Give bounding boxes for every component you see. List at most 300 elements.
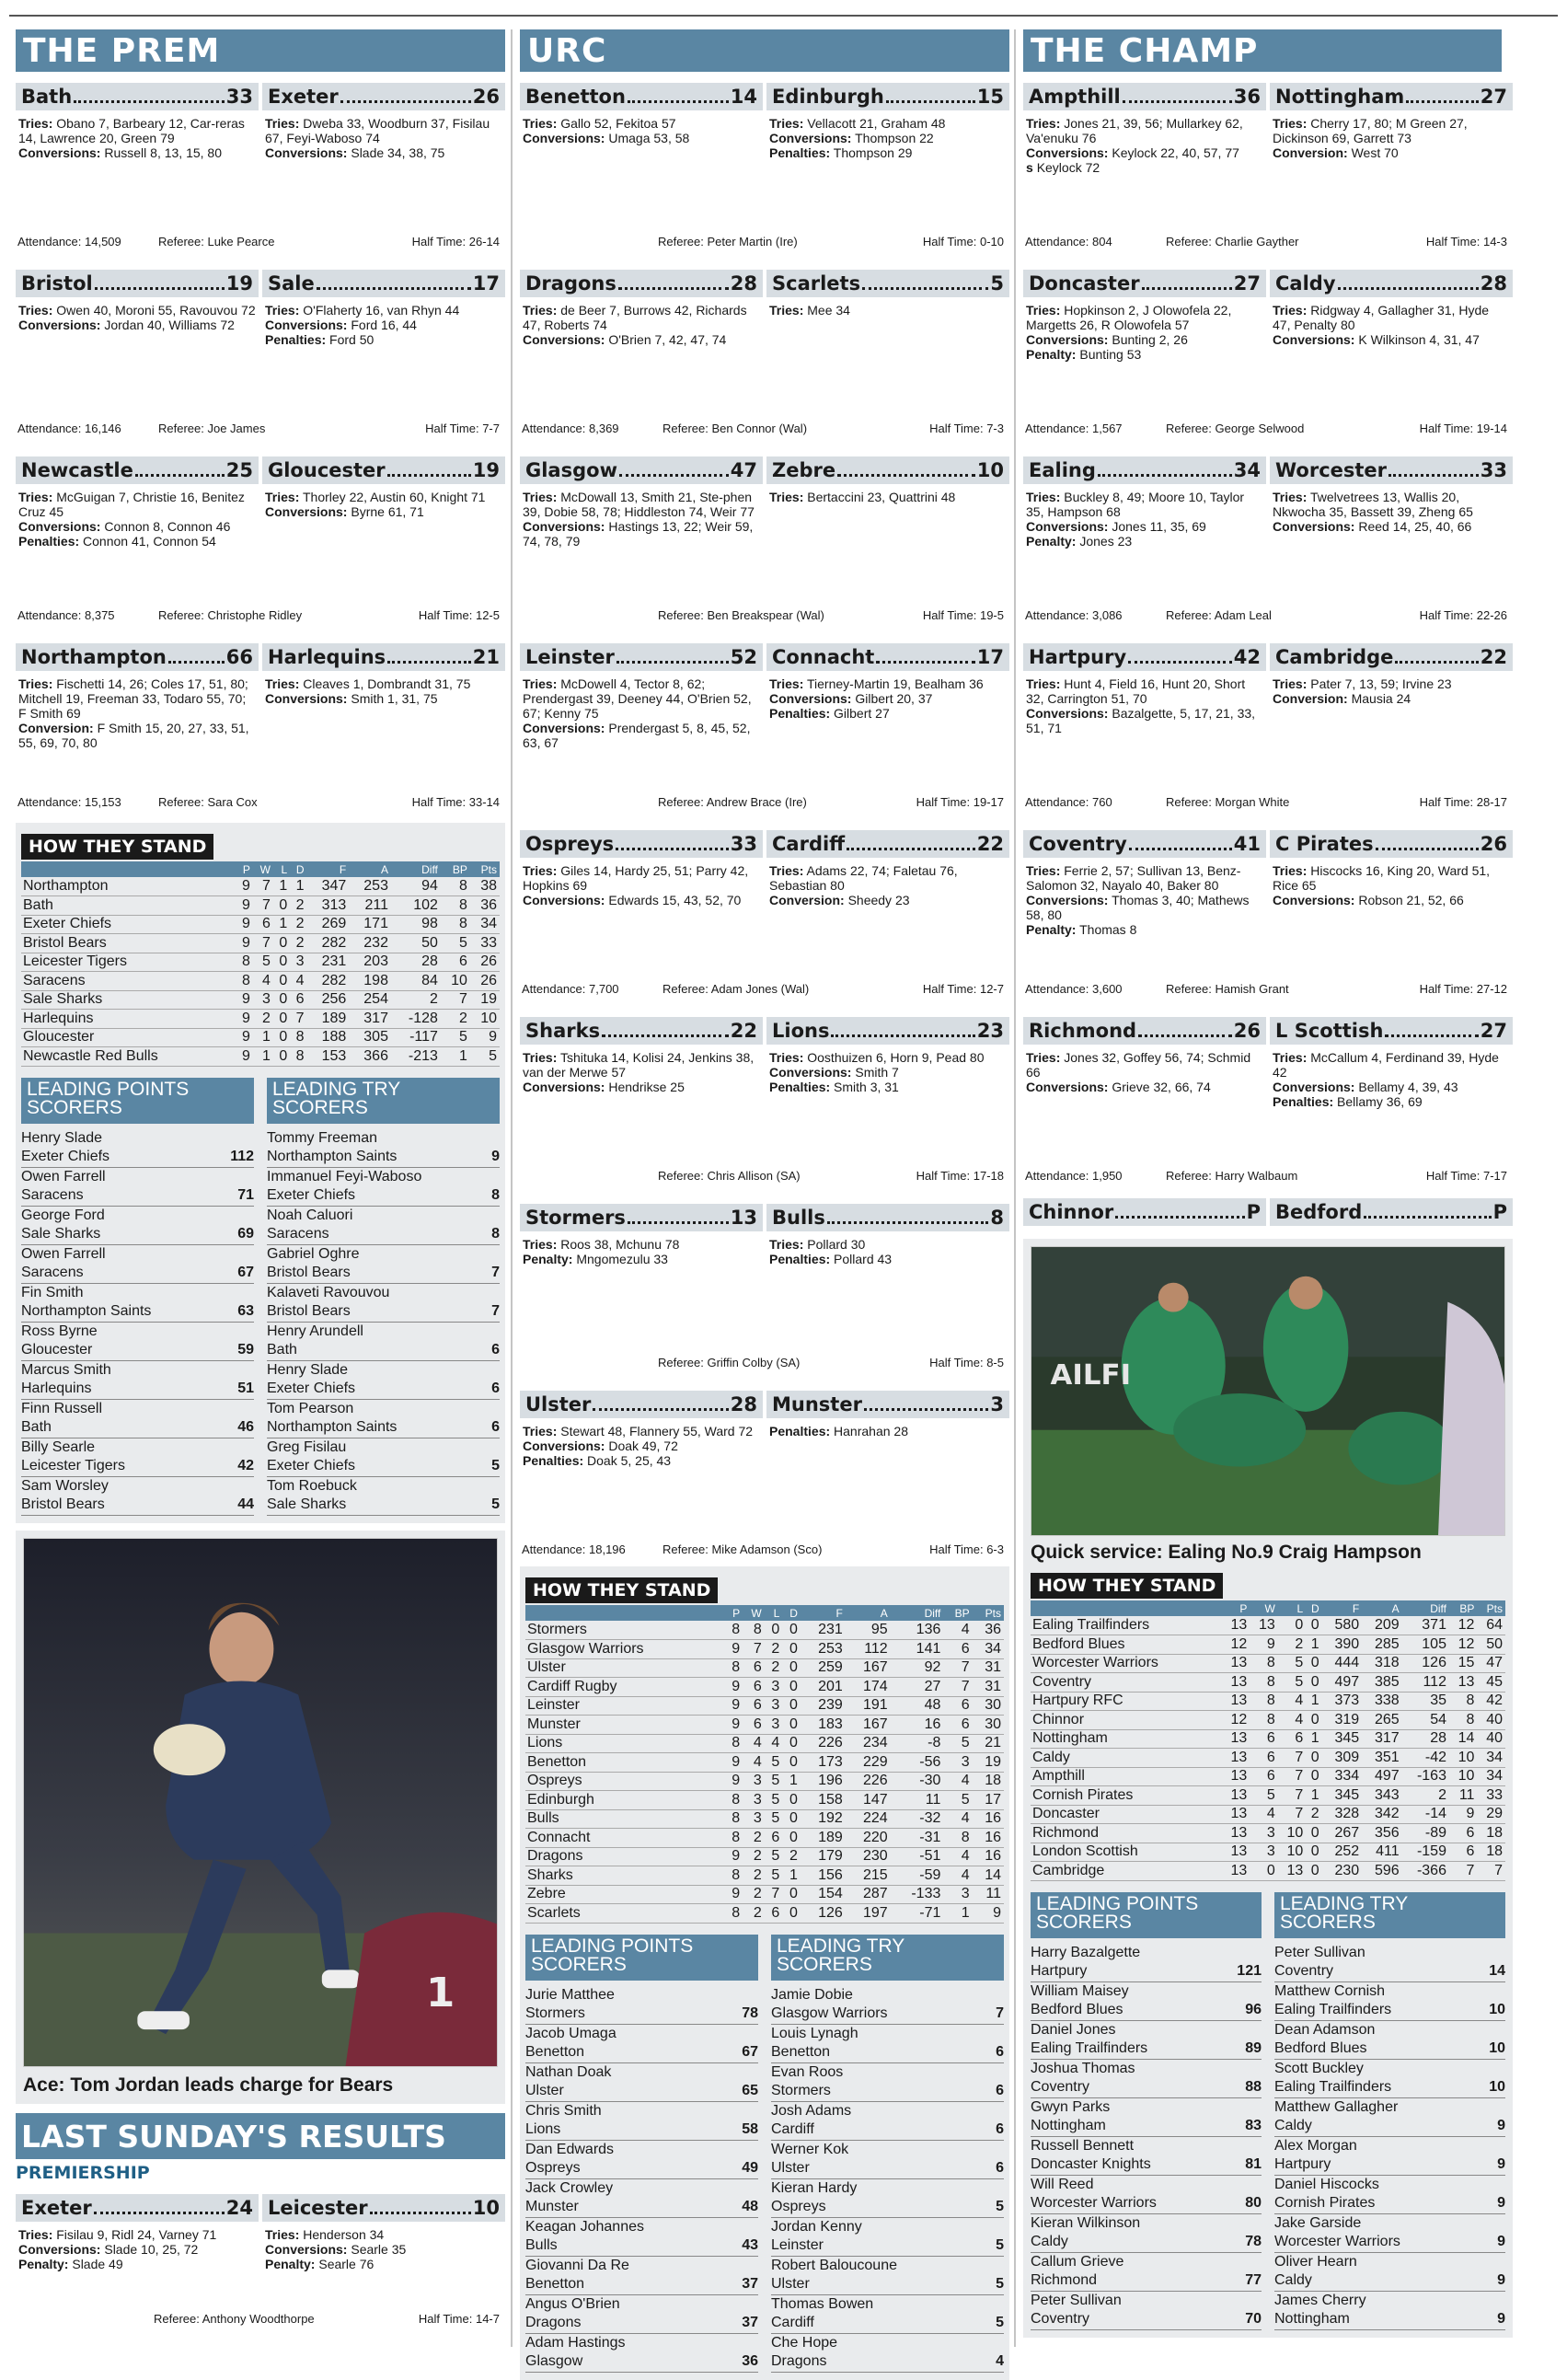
player-name: Kalaveti Ravouvou [267, 1284, 390, 1300]
team-home [16, 270, 259, 297]
leader-item [1274, 2214, 1505, 2253]
scorer-line [523, 1453, 760, 1468]
stat-cell: -51 [891, 1847, 944, 1866]
stat-cell: 0 [1250, 1862, 1277, 1881]
scoreline [520, 643, 1009, 671]
club-name: Ulster [525, 2083, 564, 2098]
team-cell: Dragons [525, 1847, 725, 1866]
leader-dots [837, 464, 975, 477]
col-header: BP [441, 861, 470, 877]
team-score: 3 [990, 1393, 1004, 1415]
stat-cell: 13 [1222, 1786, 1250, 1806]
stat-cell: 8 [290, 1047, 306, 1067]
home-details [520, 490, 763, 549]
player-name: Ross Byrne [21, 1323, 98, 1339]
col-header [525, 1605, 725, 1621]
scorer-line [1026, 160, 1263, 175]
table-row [1031, 1767, 1505, 1786]
stat-cell: 9 [725, 1847, 743, 1866]
team-name: Bristol [21, 272, 93, 295]
stat-cell: 13 [1222, 1843, 1250, 1862]
table-row [525, 1847, 1004, 1866]
team-cell: Glasgow Warriors [525, 1640, 725, 1659]
champ-standings-table [1031, 1600, 1505, 1881]
table-row [1031, 1729, 1505, 1749]
club-name: Bulls [525, 2237, 558, 2253]
player-name: Billy Searle [21, 1438, 96, 1455]
scorer-line [769, 490, 1007, 504]
stat-cell: 0 [1306, 1673, 1321, 1693]
team-cell: Stormers [525, 1621, 725, 1640]
match-report [1023, 643, 1513, 815]
scorer-type: Conversions: [265, 145, 348, 160]
stat-cell: 0 [782, 1621, 801, 1640]
stat-cell: 15 [1449, 1654, 1477, 1673]
scorer-names: Pater 7, 13, 59; Irvine 23 [1310, 676, 1452, 691]
stat-cell: 28 [1402, 1729, 1449, 1749]
sunday-match [16, 2194, 505, 2332]
scorer-names: Bellamy 36, 69 [1337, 1094, 1423, 1109]
player-name: Kieran Hardy [771, 2179, 858, 2196]
scorer-names: McGuigan 7, Christie 16, Benitez Cruz 45 [18, 490, 245, 519]
club-line [1274, 2233, 1505, 2252]
club-name: Sale Sharks [21, 1226, 101, 1242]
team-away [766, 270, 1009, 297]
scorer-names: Thorley 22, Austin 60, Knight 71 [303, 490, 486, 504]
scorer-names: Reed 14, 25, 40, 66 [1358, 519, 1472, 534]
stat-cell: 342 [1362, 1805, 1402, 1824]
scorer-names: Twelvetrees 13, Wallis 20, Nkwocha 35, Bassett 39, Zheng 65 [1273, 490, 1473, 519]
leader-dots [1142, 277, 1232, 290]
team-away [766, 643, 1009, 671]
stat-cell: 2 [290, 896, 306, 916]
scorer-type: Tries: [18, 116, 53, 131]
stat-cell: 8 [1250, 1711, 1277, 1730]
club-line [267, 1341, 500, 1360]
leader-item [21, 1438, 254, 1477]
scorer-names: de Beer 7, Burrows 42, Richards 47, Roberts 74 [523, 303, 747, 332]
away-details [766, 863, 1009, 907]
leader-item [525, 2257, 758, 2295]
scorer-line [769, 1252, 1007, 1266]
urc-matches [520, 83, 1009, 1563]
scoreline [16, 270, 505, 297]
stat-cell: 2 [1306, 1805, 1321, 1824]
leader-dots [1128, 651, 1232, 664]
stat-cell: 0 [273, 1028, 290, 1047]
scorer-names: Russell 8, 13, 15, 80 [104, 145, 222, 160]
team-cell: Ampthill [1031, 1767, 1222, 1786]
stat-cell: 8 [725, 1809, 743, 1829]
table-row [525, 1829, 1004, 1848]
scorer-line [769, 676, 1007, 691]
stat-cell: 1 [253, 1028, 273, 1047]
leader-item [1274, 2176, 1505, 2214]
player-name: Jordan Kenny [771, 2218, 862, 2235]
scorer-type: Conversions: [523, 131, 605, 145]
leader-dots [831, 1024, 974, 1037]
stat-cell: 209 [1362, 1616, 1402, 1635]
scorer-type: Conversion: [1273, 691, 1348, 706]
scorer-line [18, 318, 256, 332]
stat-cell: 40 [1477, 1729, 1505, 1749]
scorer-names: Slade 34, 38, 75 [351, 145, 445, 160]
scorer-type: Tries: [1026, 863, 1061, 878]
col-header: F [307, 861, 350, 877]
col-header: BP [1449, 1600, 1477, 1616]
scorers [16, 2227, 505, 2271]
scorer-type: Conversions: [18, 519, 101, 534]
stat-cell: 4 [943, 1809, 972, 1829]
stat-cell: 282 [307, 934, 350, 953]
team-home [16, 83, 259, 110]
stat-cell: 11 [891, 1791, 944, 1810]
player-name: Josh Adams [771, 2102, 852, 2119]
stat-cell: 48 [891, 1696, 944, 1716]
team-away [262, 2194, 505, 2222]
player-name: Robert Baloucoune [771, 2257, 897, 2273]
team-score: 66 [225, 646, 253, 668]
scorer-type: Penalty: [1026, 347, 1077, 362]
club-line [771, 2120, 1004, 2140]
urc-try-leaders [771, 1935, 1004, 2373]
scorer-line [523, 131, 760, 145]
player-name: Henry Slade [267, 1361, 349, 1378]
team-name: Munster [772, 1393, 862, 1415]
prem-tries-title: LEADING TRY SCORERS [267, 1078, 500, 1124]
stat-cell: 1 [782, 1772, 801, 1791]
scorer-names: Bunting 53 [1079, 347, 1142, 362]
club-name: Ealing Trailfinders [1274, 2079, 1392, 2095]
stat-cell: 13 [1222, 1673, 1250, 1693]
leader-item [771, 2141, 1004, 2179]
stat-cell: 8 [236, 972, 253, 991]
scorer-names: Owen 40, Moroni 55, Ravouvou 72 [56, 303, 256, 318]
team-score: 27 [1480, 86, 1507, 108]
club-name: Richmond [1031, 2272, 1098, 2288]
stat-cell: 156 [801, 1866, 846, 1886]
stat-cell: 18 [973, 1772, 1004, 1791]
scorer-type: Tries: [1026, 1050, 1061, 1065]
team-cell: Bath [21, 896, 236, 916]
club-name: Northampton Saints [267, 1419, 398, 1435]
stat-cell: 5 [1278, 1673, 1306, 1693]
leader-value: 59 [237, 1342, 254, 1358]
scorer-line [1026, 1080, 1263, 1094]
referee: Referee: Morgan White [1166, 795, 1290, 809]
team-name: Gloucester [268, 459, 386, 481]
stat-cell: 141 [891, 1640, 944, 1659]
stat-cell: 13 [1222, 1805, 1250, 1824]
stat-cell: 4 [253, 972, 273, 991]
team-name: Leinster [525, 646, 615, 668]
home-details [1023, 490, 1266, 549]
champ-points-leaders [1031, 1892, 1262, 2330]
leader-dots [827, 1211, 989, 1224]
stat-cell: 7 [943, 1678, 972, 1697]
scorer-type: Conversions: [523, 332, 605, 347]
player-name: Gabriel Oghre [267, 1245, 360, 1262]
leader-value: 7 [491, 1265, 500, 1280]
match-report [520, 830, 1009, 1002]
away-details [262, 116, 505, 160]
referee: Referee: Ben Connor (Wal) [663, 422, 808, 435]
leader-value: 7 [491, 1303, 500, 1319]
col-header: Diff [1402, 1600, 1449, 1616]
leader-dots [1338, 277, 1479, 290]
stat-cell: 265 [1362, 1711, 1402, 1730]
stat-cell: 34 [973, 1640, 1004, 1659]
stat-cell: 8 [1250, 1692, 1277, 1711]
attendance: Attendance: 3,600 [1025, 982, 1123, 996]
scorer-line [1273, 863, 1510, 893]
stat-cell: 1 [273, 877, 290, 896]
scorer-line [1026, 116, 1263, 145]
scorer-type: Conversions: [1026, 893, 1109, 907]
leader-value: 96 [1245, 2002, 1262, 2017]
leader-item [1031, 1944, 1262, 1982]
leader-value: 6 [996, 2160, 1004, 2176]
scorers [1023, 490, 1513, 549]
stat-cell: 31 [973, 1658, 1004, 1678]
leader-dots [1115, 1206, 1244, 1219]
column-divider [511, 29, 513, 2347]
away-details [1270, 676, 1513, 735]
scorer-line [18, 2257, 256, 2271]
leader-item [1031, 2253, 1262, 2292]
stat-cell: 230 [846, 1847, 891, 1866]
stat-cell: 64 [1477, 1616, 1505, 1635]
team-name: Lions [772, 1020, 830, 1042]
scorer-names: McDowell 4, Tector 8, 62; Prendergast 39, Deeney 44, O'Brien 52, 67; Kenny 75 [523, 676, 752, 721]
stat-cell: 30 [973, 1696, 1004, 1716]
stat-cell: 7 [290, 1010, 306, 1029]
scorer-line [1026, 347, 1263, 362]
scorer-line [18, 2242, 256, 2257]
scorers [520, 676, 1009, 750]
match-report [520, 1391, 1009, 1563]
stat-cell: 2 [1402, 1786, 1449, 1806]
leader-value: 5 [491, 1458, 500, 1473]
stat-cell: -133 [891, 1885, 944, 1904]
team-cell: Doncaster [1031, 1805, 1222, 1824]
stat-cell: 7 [253, 896, 273, 916]
team-home [520, 1391, 763, 1418]
stat-cell: 167 [846, 1658, 891, 1678]
club-name: Coventry [1031, 2079, 1090, 2095]
stat-cell: 50 [391, 934, 441, 953]
stat-cell: 84 [391, 972, 441, 991]
scorer-names: Sheedy 23 [847, 893, 910, 907]
leader-item [21, 1477, 254, 1516]
stat-cell: 226 [846, 1772, 891, 1791]
stat-cell: 0 [782, 1791, 801, 1810]
player-name: Evan Roos [771, 2063, 844, 2080]
scorers [1023, 863, 1513, 937]
stat-cell: 373 [1322, 1692, 1363, 1711]
stat-cell: 192 [801, 1809, 846, 1829]
club-line [267, 1225, 500, 1244]
scorer-type: Tries: [1273, 863, 1308, 878]
scorer-names: Connon 41, Connon 54 [83, 534, 216, 549]
attendance: Attendance: 8,375 [17, 608, 115, 622]
stat-cell: 6 [1250, 1749, 1277, 1768]
col-header: L [1278, 1600, 1306, 1616]
stat-cell: 9 [725, 1640, 743, 1659]
urc-standings-table [525, 1605, 1004, 1924]
stat-cell: 220 [846, 1829, 891, 1848]
team-score: 52 [730, 646, 757, 668]
half-time: Half Time: 27-12 [1419, 982, 1507, 996]
scorer-names: Hastings 13, 22; Weir 59, 74, 78, 79 [523, 519, 754, 549]
club-name: Ealing Trailfinders [1031, 2040, 1148, 2056]
stat-cell: 8 [1449, 1711, 1477, 1730]
stat-cell: 0 [1306, 1843, 1321, 1862]
leader-value: 37 [742, 2276, 758, 2292]
team-score: 41 [1233, 833, 1261, 855]
stat-cell: 6 [290, 990, 306, 1010]
referee: Referee: Griffin Colby (SA) [658, 1356, 801, 1369]
leader-value: 112 [230, 1149, 254, 1164]
leader-dots [1129, 838, 1232, 850]
leader-item [1031, 2292, 1262, 2330]
away-details [1270, 863, 1513, 937]
urc-column [520, 29, 1009, 2380]
stat-cell: 0 [782, 1904, 801, 1924]
club-line [1031, 1962, 1262, 1981]
stat-cell: 0 [1278, 1616, 1306, 1635]
club-line [1274, 1962, 1505, 1981]
photo-tom-jordan [23, 1538, 498, 2067]
stat-cell: 9 [725, 1772, 743, 1791]
leader-value: 9 [491, 1149, 500, 1164]
stat-cell: 9 [470, 1028, 500, 1047]
club-line [267, 1496, 500, 1515]
scorer-line [523, 519, 760, 549]
player-name: Dean Adamson [1274, 2021, 1376, 2038]
scorer-type: Tries: [523, 676, 558, 691]
match-footer [1023, 982, 1513, 997]
scorer-names: Thomas 3, 40; Mathews 58, 80 [1026, 893, 1250, 922]
club-line [1274, 2271, 1505, 2291]
scorer-names: Gilbert 27 [834, 706, 890, 721]
stat-cell: 3 [765, 1696, 783, 1716]
player-name: Che Hope [771, 2334, 838, 2351]
leader-value: 8 [491, 1226, 500, 1242]
team-cell: Cornish Pirates [1031, 1786, 1222, 1806]
leader-dots [1138, 1024, 1232, 1037]
club-line [771, 2198, 1004, 2217]
stat-cell: 497 [1322, 1673, 1363, 1693]
stat-cell: 147 [846, 1791, 891, 1810]
player-name: Daniel Hiscocks [1274, 2176, 1379, 2192]
stat-cell: 385 [1362, 1673, 1402, 1693]
stat-cell: 3 [1250, 1824, 1277, 1843]
stat-cell: 21 [973, 1734, 1004, 1753]
team-away [1270, 830, 1513, 858]
leader-value: 51 [237, 1381, 254, 1396]
stat-cell: 5 [765, 1791, 783, 1810]
leader-value: 71 [237, 1187, 254, 1203]
club-name: Ospreys [525, 2160, 581, 2176]
stat-cell: 9 [236, 1047, 253, 1067]
stat-cell: 230 [1322, 1862, 1363, 1881]
scorers [520, 1050, 1009, 1094]
club-line [267, 1418, 500, 1438]
col-header: L [273, 861, 290, 877]
stat-cell: 40 [1477, 1711, 1505, 1730]
club-name: Exeter Chiefs [267, 1187, 356, 1203]
leader-item [21, 1284, 254, 1323]
table-row [1031, 1749, 1505, 1768]
player-name: Jake Garside [1274, 2214, 1362, 2231]
club-name: Caldy [1031, 2234, 1068, 2249]
scorer-line [1273, 1050, 1510, 1080]
stat-cell: 8 [725, 1904, 743, 1924]
leader-item [525, 2218, 758, 2257]
stat-cell: 158 [801, 1791, 846, 1810]
team-name: Coventry [1029, 833, 1127, 855]
scorer-type: Conversions: [18, 145, 101, 160]
top-rule [9, 15, 1558, 17]
col-header: Pts [1477, 1600, 1505, 1616]
club-name: Leinster [771, 2237, 824, 2253]
scorer-line [769, 1424, 1007, 1438]
player-name: Peter Sullivan [1274, 1944, 1365, 1960]
player-name: Nathan Doak [525, 2063, 612, 2080]
club-name: Ealing Trailfinders [1274, 2002, 1392, 2017]
stat-cell: 390 [1322, 1635, 1363, 1655]
scorer-names: Hiscocks 16, King 20, Ward 51, Rice 65 [1273, 863, 1491, 893]
col-header: Diff [891, 1605, 944, 1621]
half-time: Half Time: 26-14 [411, 235, 500, 248]
scorer-line [18, 490, 256, 519]
stat-cell: 5 [253, 953, 273, 972]
scorer-line [18, 676, 256, 721]
stat-cell: 0 [1306, 1824, 1321, 1843]
stat-cell: 9 [725, 1678, 743, 1697]
stat-cell: 10 [470, 1010, 500, 1029]
scorer-type: Tries: [18, 303, 53, 318]
stat-cell: 343 [1362, 1786, 1402, 1806]
home-details [16, 490, 259, 549]
club-name: Dragons [525, 2315, 582, 2330]
leader-dots [1406, 90, 1479, 103]
stat-cell: 497 [1362, 1767, 1402, 1786]
team-name: Zebre [772, 459, 836, 481]
scorer-type: Penalty: [1026, 922, 1077, 937]
stat-cell: 6 [1449, 1843, 1477, 1862]
player-name: William Maisey [1031, 1982, 1129, 1999]
stat-cell: 1 [1306, 1729, 1321, 1749]
away-details [262, 490, 505, 549]
stat-cell: 239 [801, 1696, 846, 1716]
scorer-names: Pollard 43 [834, 1252, 893, 1266]
scorer-line [523, 676, 760, 721]
scorer-line [1026, 893, 1263, 922]
leader-value: 44 [237, 1496, 254, 1512]
stat-cell: 54 [1402, 1711, 1449, 1730]
match-footer [520, 235, 1009, 249]
stat-cell: 318 [1362, 1654, 1402, 1673]
club-line [267, 1380, 500, 1399]
club-line [1031, 2001, 1262, 2020]
stat-cell: 183 [801, 1716, 846, 1735]
team-score: 28 [1480, 272, 1507, 295]
table-header [21, 861, 500, 877]
away-details [262, 303, 505, 347]
scorer-names: Doak 49, 72 [608, 1438, 678, 1453]
